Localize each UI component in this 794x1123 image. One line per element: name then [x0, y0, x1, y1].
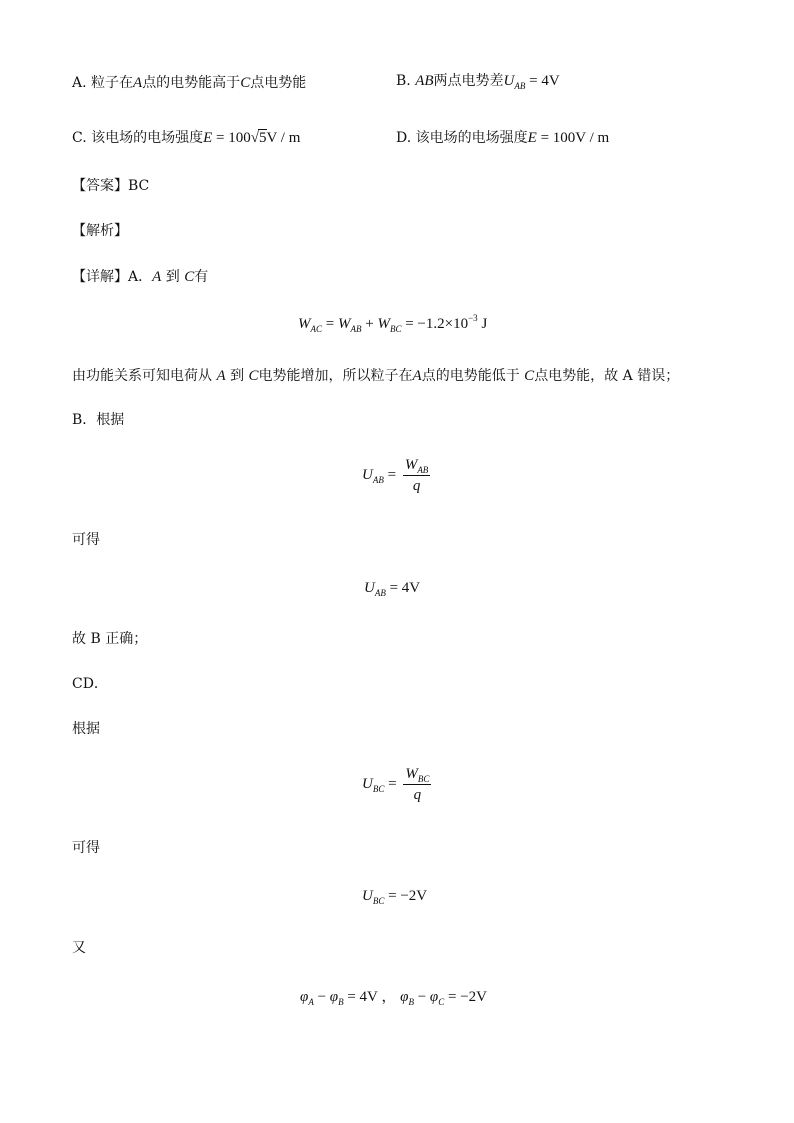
- option-c-formula: [203, 130, 300, 146]
- eq3-rhs: = 4V: [385, 580, 421, 596]
- sqrt-icon: √: [250, 130, 259, 146]
- eq4-u: U: [362, 775, 373, 792]
- para1-text-1: 由功能关系可知电荷从: [72, 368, 212, 384]
- detail-var-1: A: [152, 269, 162, 285]
- eq6-sub-b: B: [338, 997, 344, 1007]
- eq1-w1: W: [298, 316, 311, 332]
- eq4-fraction: [403, 765, 431, 804]
- eq2-num-sub: AB: [417, 465, 429, 475]
- you: 又: [72, 940, 86, 956]
- option-a: [72, 72, 306, 94]
- eq2-num-w: W: [404, 457, 418, 473]
- eq2-fraction: [403, 456, 431, 495]
- eq2-sub: AB: [372, 474, 384, 485]
- option-c-lhs: E: [203, 130, 213, 146]
- eq4-sub: BC: [372, 783, 385, 794]
- equation-ubc-value: [362, 885, 427, 907]
- detail-text-2: 有: [194, 269, 209, 285]
- detail-var-2: C: [184, 269, 195, 285]
- detail-tag: 【详解】: [72, 269, 128, 285]
- option-d-lhs: E: [527, 130, 537, 146]
- eq3-u: U: [364, 580, 375, 596]
- option-d-formula: [528, 130, 610, 146]
- cd-head: CD．: [72, 676, 108, 692]
- option-a-var-1: A: [133, 75, 143, 91]
- eq1-sub-3: BC: [389, 324, 402, 334]
- option-a-var-2: C: [240, 75, 251, 91]
- eq6-phi-c: φ: [429, 989, 439, 1005]
- eq6-phi-a: φ: [300, 989, 309, 1005]
- eq1-w2: W: [337, 316, 351, 332]
- eq6-sub-c: C: [438, 997, 445, 1007]
- eq6-phi-b2: φ: [400, 989, 409, 1005]
- option-d-letter: D.: [396, 130, 412, 146]
- option-b-letter: B.: [396, 73, 411, 89]
- eq5-rhs: = −2V: [384, 888, 428, 904]
- para1-var-2: C: [248, 368, 259, 384]
- option-c-text: 该电场的电场强度: [91, 130, 204, 146]
- equation-potentials: [300, 986, 487, 1008]
- eq2-denominator: q: [412, 478, 421, 494]
- eq4-denominator: q: [413, 787, 422, 803]
- eq2-u: U: [362, 466, 373, 483]
- eq2-equals: =: [383, 466, 400, 483]
- eq6-rhs-2: = −2V: [444, 989, 488, 1005]
- option-b-var: AB: [415, 73, 434, 89]
- option-a-letter: A.: [72, 75, 87, 91]
- eq4-num-w: W: [405, 766, 418, 782]
- b-conclusion: 故 B 正确；: [72, 631, 148, 647]
- option-b-text: 两点电势差: [433, 73, 504, 89]
- para1-var-4: C: [524, 368, 535, 384]
- paragraph-energy: [72, 365, 679, 387]
- option-a-text-3: 点电势能: [250, 75, 307, 91]
- para1-text-4: 点的电势能低于: [421, 368, 520, 384]
- option-d-text: 该电场的电场强度: [415, 130, 528, 146]
- eq1-plus: +: [361, 316, 378, 332]
- kede-1: 可得: [72, 532, 100, 548]
- equation-uab-def: [362, 456, 430, 495]
- eq2-numerator: [403, 456, 431, 476]
- eq1-exponent: −3: [468, 313, 478, 323]
- eq4-equals: =: [384, 775, 401, 792]
- eq6-minus-1: −: [313, 989, 330, 1005]
- eq5-u: U: [362, 888, 373, 904]
- option-a-text-2: 点的电势能高于: [142, 75, 241, 91]
- option-d: [396, 127, 609, 149]
- option-b-formula: [504, 73, 560, 89]
- option-c: [72, 127, 300, 149]
- answer-tag: 【答案】: [72, 178, 128, 194]
- para1-text-5: 点电势能，故 A 错误；: [534, 368, 680, 384]
- equation-uab-value: [364, 577, 420, 599]
- eq4-numerator: [403, 765, 431, 785]
- eq1-unit: J: [477, 316, 488, 332]
- equation-work: [298, 313, 487, 335]
- eq6-rhs-1: = 4V: [343, 989, 378, 1005]
- option-b: [396, 70, 560, 92]
- eq6-separator: ，: [377, 989, 401, 1005]
- para1-text-3: 电势能增加，所以粒子在: [258, 368, 413, 384]
- option-d-rhs: = 100V / m: [536, 130, 610, 146]
- detail-text-1: 到: [165, 269, 180, 285]
- para1-var-3: A: [412, 368, 422, 384]
- eq1-sub-2: AB: [350, 324, 362, 334]
- para1-text-2: 到: [230, 368, 245, 384]
- option-b-symbol: U: [503, 73, 515, 89]
- eq6-phi-b: φ: [329, 989, 339, 1005]
- eq4-num-sub: BC: [417, 774, 430, 784]
- eq6-sub-a: A: [308, 997, 314, 1007]
- detail-line: [72, 266, 208, 288]
- option-c-eq: = 100: [212, 130, 251, 146]
- option-a-text-1: 粒子在: [91, 75, 134, 91]
- eq1-equals: =: [322, 316, 338, 332]
- kede-2: 可得: [72, 840, 100, 856]
- answer-value: BC: [128, 178, 150, 194]
- option-b-subscript: AB: [514, 81, 526, 91]
- genju: 根据: [72, 721, 100, 737]
- equation-ubc-def: [362, 765, 431, 804]
- analysis-tag: 【解析】: [72, 223, 128, 239]
- eq1-rhs: = −1.2×10: [401, 316, 469, 332]
- eq1-w3: W: [377, 316, 390, 332]
- option-c-letter: C.: [72, 130, 87, 146]
- answer-line: [72, 176, 149, 196]
- option-b-rhs: = 4V: [525, 73, 560, 89]
- b-head: B．根据: [72, 412, 125, 428]
- eq3-sub: AB: [374, 588, 386, 598]
- para1-var-1: A: [216, 368, 226, 384]
- eq1-sub-1: AC: [310, 324, 323, 334]
- option-c-unit: V / m: [266, 130, 301, 146]
- eq6-minus-2: −: [413, 989, 430, 1005]
- eq5-sub: BC: [372, 896, 385, 906]
- detail-lead: A．: [128, 269, 153, 285]
- option-c-radicand: 5: [259, 130, 267, 146]
- eq6-sub-b2: B: [408, 997, 414, 1007]
